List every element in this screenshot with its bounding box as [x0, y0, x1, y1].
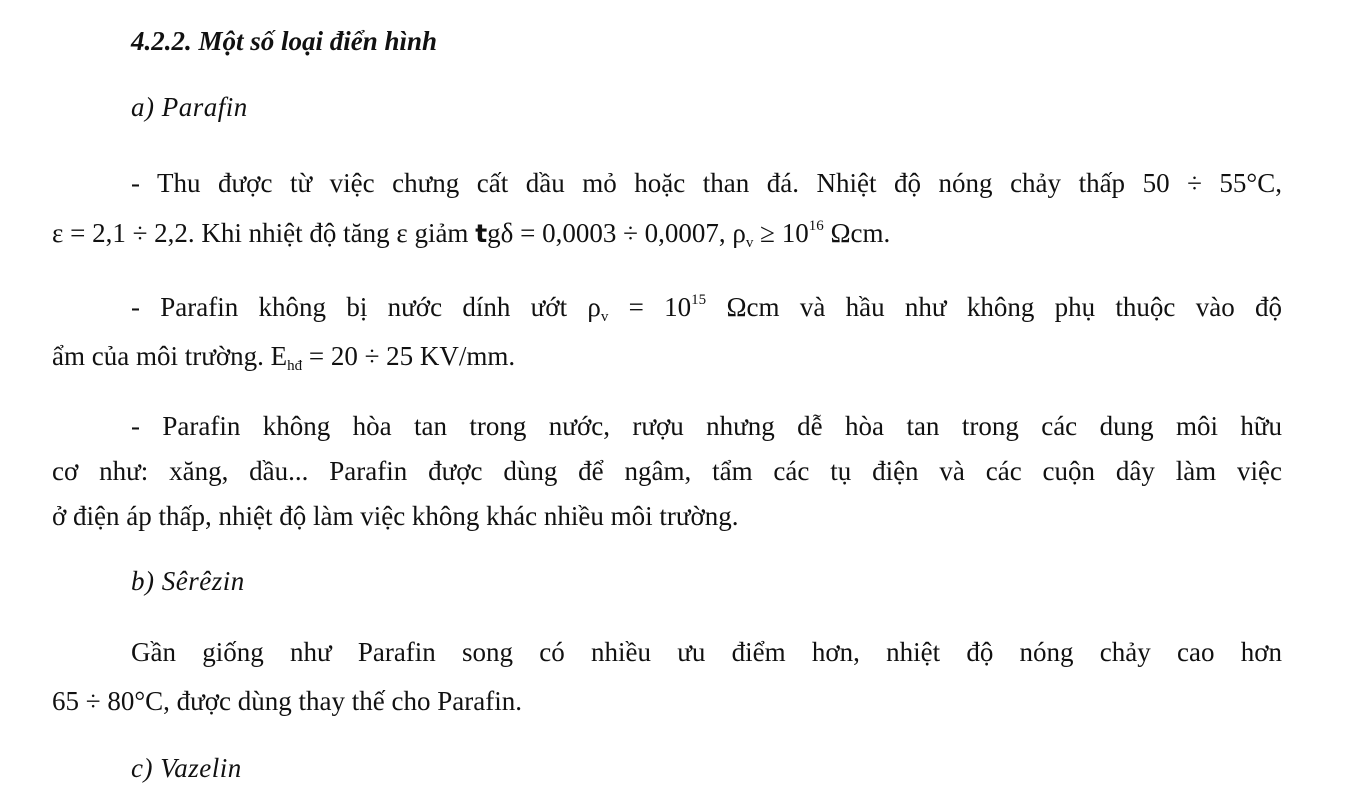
text-run: t	[475, 219, 488, 248]
text-run: Ωcm.	[823, 218, 891, 248]
text-run: = 10	[608, 292, 692, 322]
text-run: = 20 ÷ 25 KV/mm.	[302, 341, 516, 371]
paragraph-line	[52, 217, 890, 250]
subsection-title-vazelin: c) Vazelin	[131, 753, 242, 783]
text-run: ≥ 10	[753, 218, 809, 248]
paragraph-line: - Thu được từ việc chưng cất dầu mỏ hoặc than đá. Nhiệt độ nóng chảy thấp 50 ÷ 55°C,	[131, 168, 1282, 198]
superscript: 15	[691, 292, 707, 308]
subscript: v	[600, 309, 609, 325]
paragraph-line	[131, 291, 1282, 323]
subscript: v	[745, 235, 754, 251]
subsection-title-serezin: b) Sêrêzin	[131, 566, 245, 596]
paragraph-line: - Parafin không hòa tan trong nước, rượu nhưng dễ hòa tan trong các dung môi hữu	[131, 411, 1282, 441]
paragraph-line: ở điện áp thấp, nhiệt độ làm việc không khác nhiều môi trường.	[52, 501, 739, 531]
subscript: hđ	[287, 358, 303, 374]
section-heading: 4.2.2. Một số loại điển hình	[131, 26, 438, 56]
text-run: ẩm của môi trường. E	[52, 341, 288, 371]
text-run: gδ = 0,0003 ÷ 0,0007, ρ	[487, 218, 746, 248]
text-run: ε = 2,1 ÷ 2,2. Khi nhiệt độ tăng ε giảm	[52, 218, 476, 248]
paragraph-line: 65 ÷ 80°C, được dùng thay thế cho Parafin.	[52, 686, 522, 716]
paragraph-line	[52, 340, 515, 372]
paragraph-line: cơ như: xăng, dầu... Parafin được dùng để ngâm, tẩm các tụ điện và các cuộn dây làm việc	[52, 456, 1282, 486]
text-run: - Parafin không bị nước dính ướt ρ	[131, 292, 601, 322]
superscript: 16	[808, 218, 824, 234]
text-run: Ωcm và hầu như không phụ thuộc vào độ	[706, 292, 1282, 322]
subsection-title-parafin: a) Parafin	[131, 92, 248, 122]
paragraph-line: Gần giống như Parafin song có nhiều ưu điểm hơn, nhiệt độ nóng chảy cao hơn	[131, 637, 1282, 667]
